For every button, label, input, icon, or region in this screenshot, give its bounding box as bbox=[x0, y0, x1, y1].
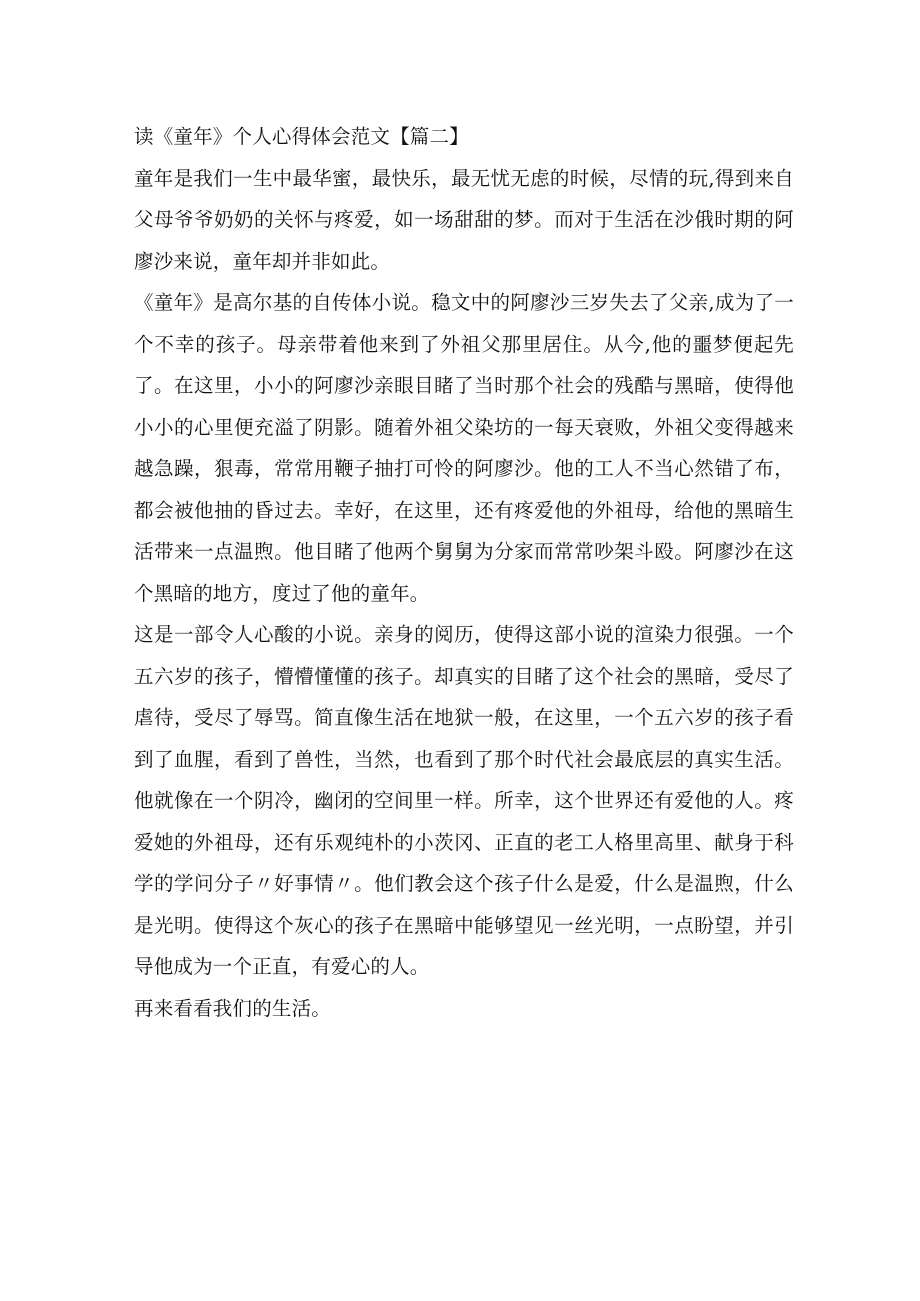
paragraph-1: 童年是我们一生中最华蜜，最快乐，最无忧无虑的时候，尽情的玩,得到来自父母爷爷奶奶的关怀与疼爱，如一场甜甜的梦。而对于生活在沙俄时期的阿廖沙来说，童年却并非如此。 bbox=[134, 166, 794, 273]
paragraph-4: 再来看看我们的生活。 bbox=[134, 996, 332, 1020]
document-body bbox=[134, 116, 794, 1029]
paragraph-3: 这是一部令人心酸的小说。亲身的阅历，使得这部小说的渲染力很强。一个五六岁的孩子，懵懵懂懂的孩子。却真实的目睹了这个社会的黑暗，受尽了虐待，受尽了辱骂。简直像生活在地狱一般，在这里，一个五六岁的孩子看到了血腥，看到了兽性，当然，也看到了那个时代社会最底层的真实生活。他就像在一个阴冷，幽闭的空间里一样。所幸，这个世界还有爱他的人。疼爱她的外祖母，还有乐观纯朴的小茨冈、正直的老工人格里高里、献身于科学的学问分子〃好事情〃。他们教会这个孩子什么是爱，什么是温煦，什么是光明。使得这个灰心的孩子在黑暗中能够望见一丝光明，一点盼望，并引导他成为一个正直，有爱心的人。 bbox=[134, 623, 794, 978]
document-title: 读《童年》个人心得体会范文【篇二】 bbox=[134, 125, 469, 148]
paragraph-2: 《童年》是高尔基的自传体小说。稳文中的阿廖沙三岁失去了父亲,成为了一个不幸的孩子。母亲带着他来到了外祖父那里居住。从今,他的噩梦便起先了。在这里，小小的阿廖沙亲眼目睹了当时那个社会的残酷与黑暗，使得他小小的心里便充溢了阴影。随着外祖父染坊的一每天衰败，外祖父变得越来越急躁，狠毒，常常用鞭子抽打可怜的阿廖沙。他的工人不当心然错了布，都会被他抽的昏过去。幸好，在这里，还有疼爱他的外祖母，给他的黑暗生活带来一点温煦。他目睹了他两个舅舅为分家而常常吵架斗殴。阿廖沙在这个黑暗的地方，度过了他的童年。 bbox=[134, 291, 794, 605]
